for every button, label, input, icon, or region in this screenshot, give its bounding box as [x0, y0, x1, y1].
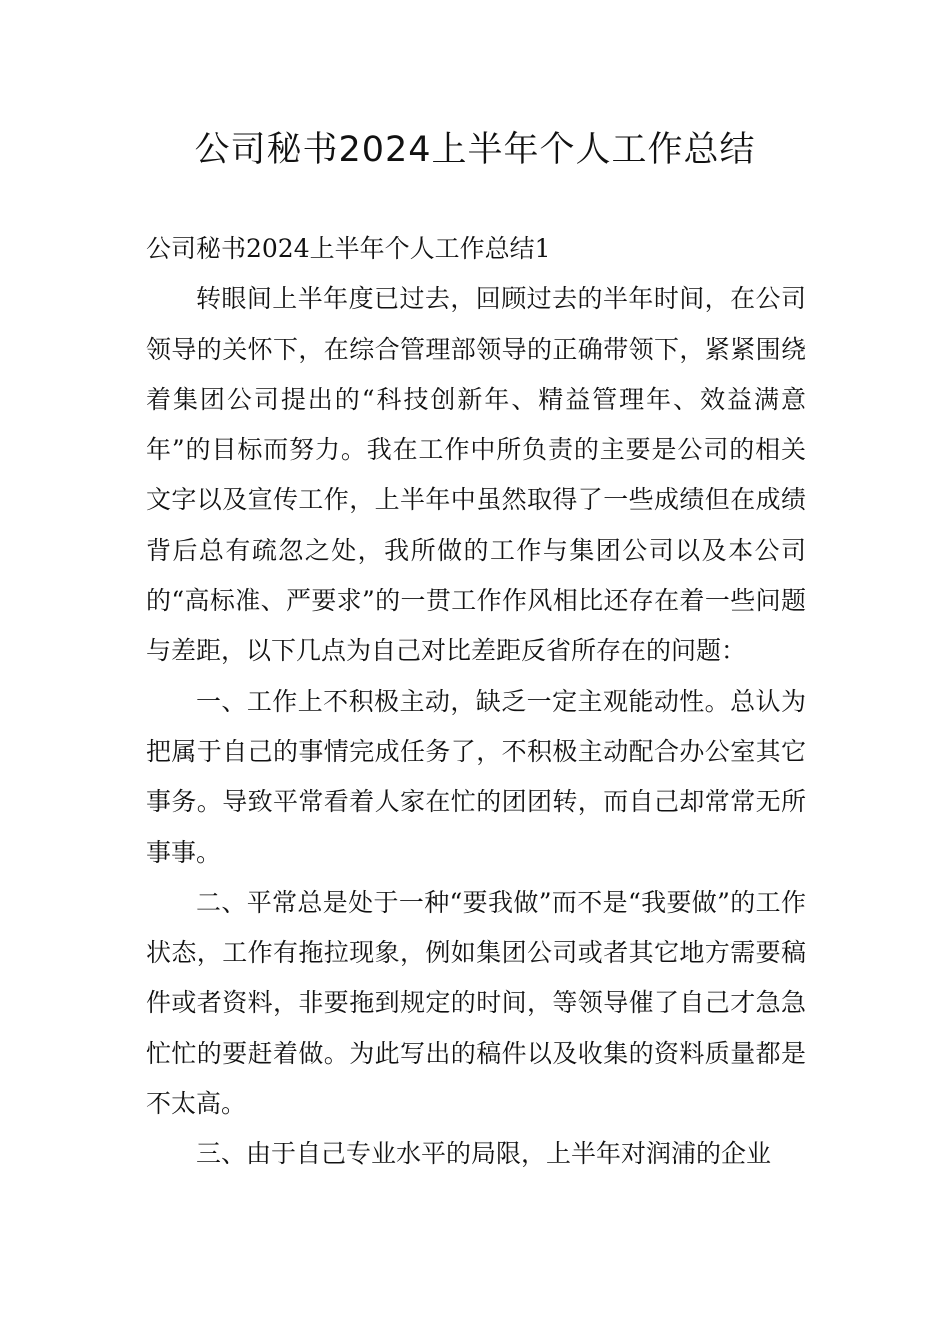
paragraph-point-3: 三、由于自己专业水平的局限，上半年对润浦的企业 — [196, 1139, 772, 1169]
document-title: 公司秘书2024上半年个人工作总结 — [194, 130, 756, 170]
document-body — [146, 224, 806, 1180]
paragraph-point-2: 二、平常总是处于一种“要我做”而不是“我要做”的工作状态，工作有拖拉现象，例如集团公司或者其它地方需要稿件或者资料，非要拖到规定的时间，等领导催了自己才急急忙忙的要赶着做。为此写出的稿件以及收集的资料质量都是不太高。 — [146, 887, 807, 1119]
paragraph-point-1: 一、工作上不积极主动，缺乏一定主观能动性。总认为把属于自己的事情完成任务了，不积极主动配合办公室其它事务。导致平常看着人家在忙的团团转，而自己却常常无所事事。 — [146, 686, 806, 867]
document-subtitle: 公司秘书2024上半年个人工作总结1 — [146, 234, 551, 263]
paragraph-intro: 转眼间上半年度已过去，回顾过去的半年时间，在公司领导的关怀下，在综合管理部领导的正确带领下，紧紧围绕着集团公司提出的“科技创新年、精益管理年、效益满意年”的目标而努力。我在工作中所负责的主要是公司的相关文字以及宣传工作，上半年中虽然取得了一些成绩但在成绩背后总有疏忽之处，我所做的工作与集团公司以及本公司的“高标准、严要求”的一贯工作作风相比还存在着一些问题与差距，以下几点为自己对比差距反省所存在的问题： — [146, 284, 806, 666]
